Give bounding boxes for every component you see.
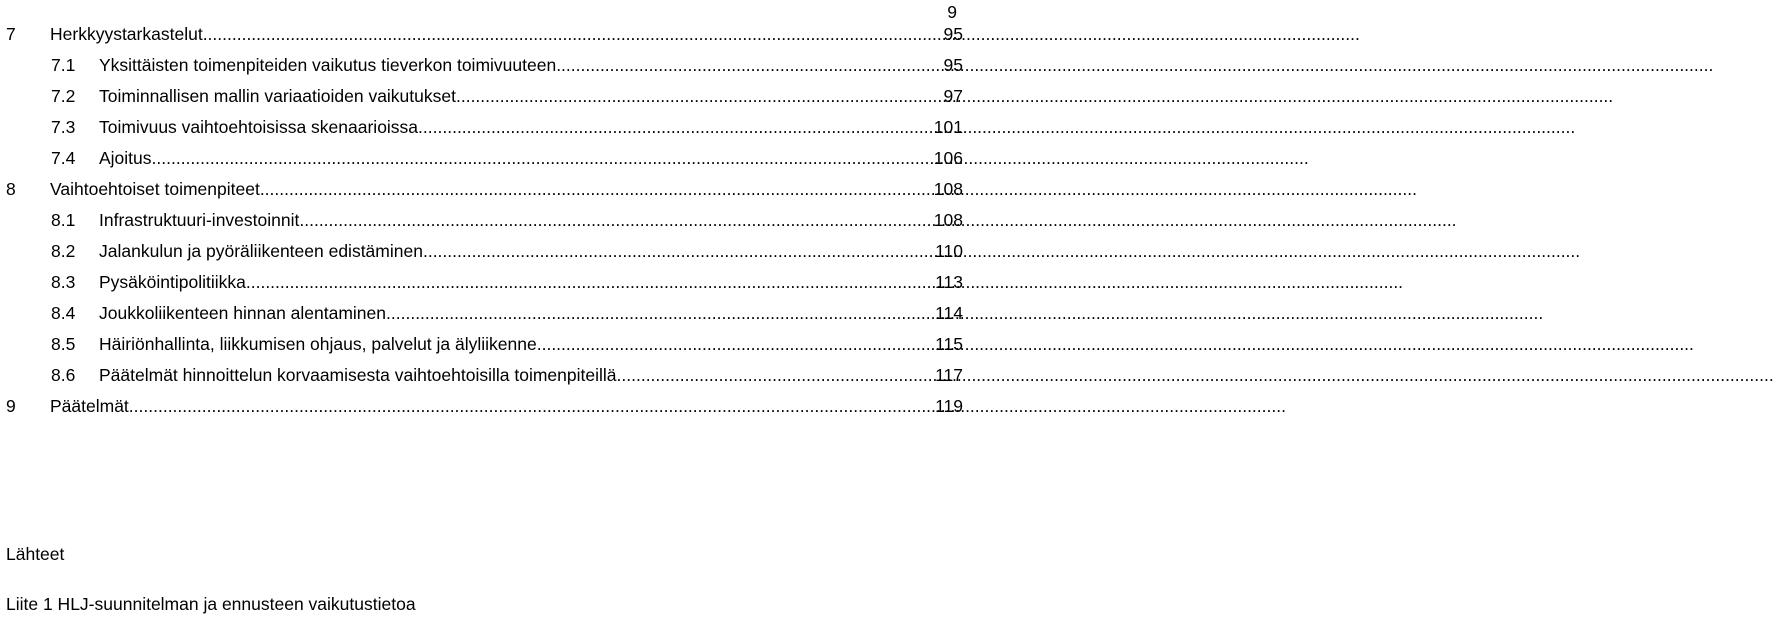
toc-entry-page: 108	[933, 179, 963, 199]
toc-leader-dots	[386, 301, 935, 325]
toc-leader-dots	[152, 146, 934, 170]
toc-leader-dots	[617, 363, 936, 387]
toc-leader-dots	[418, 115, 934, 139]
toc-leader-dots	[129, 394, 935, 418]
toc-entry[interactable]	[6, 115, 963, 146]
toc-entry-number: 7.2	[51, 86, 76, 106]
toc-entry-number: 7.3	[51, 117, 76, 137]
toc-leader-dots	[456, 84, 944, 108]
toc-entry-page: 108	[933, 210, 963, 230]
toc-entry[interactable]	[6, 394, 963, 425]
toc-entry-title: Joukkoliikenteen hinnan alentaminen	[99, 303, 387, 323]
toc-leader-dots	[260, 177, 934, 201]
toc-leader-dots	[423, 239, 935, 263]
toc-entry[interactable]	[6, 363, 963, 394]
toc-entry[interactable]	[6, 53, 963, 84]
table-of-contents	[6, 22, 963, 425]
toc-entry[interactable]	[6, 239, 963, 270]
toc-entry-page: 95	[943, 55, 963, 75]
toc-entry-page: 110	[935, 241, 963, 261]
toc-entry[interactable]	[6, 332, 963, 363]
toc-entry-page: 97	[943, 86, 963, 106]
toc-entry-number: 9	[6, 396, 16, 416]
toc-leader-dots	[203, 22, 944, 46]
toc-entry-title: Toimivuus vaihtoehtoisissa skenaarioissa	[99, 117, 419, 137]
toc-entry-title: Päätelmät hinnoittelun korvaamisesta vaihtoehtoisilla toimenpiteillä	[99, 365, 617, 385]
page-number: 9	[947, 2, 957, 22]
toc-entry-page: 101	[933, 117, 963, 137]
toc-entry-page: 114	[935, 303, 963, 323]
toc-leader-dots	[556, 53, 943, 77]
toc-entry-number: 8.4	[51, 303, 76, 323]
toc-entry-page: 117	[935, 365, 963, 385]
toc-entry-title: Toiminnallisen mallin variaatioiden vaikutukset	[99, 86, 456, 106]
toc-entry-number: 7.1	[51, 55, 76, 75]
toc-leader-dots	[299, 208, 933, 232]
toc-entry-number: 7.4	[51, 148, 76, 168]
toc-entry[interactable]	[6, 22, 963, 53]
toc-entry[interactable]	[6, 270, 963, 301]
toc-leader-dots	[537, 332, 935, 356]
toc-entry-title: Vaihtoehtoiset toimenpiteet	[50, 179, 260, 199]
toc-entry-title: Häiriönhallinta, liikkumisen ohjaus, palvelut ja älyliikenne	[99, 334, 537, 354]
toc-entry[interactable]	[6, 146, 963, 177]
lahteet-heading[interactable]: Lähteet	[6, 544, 65, 564]
toc-entry-number: 8	[6, 179, 16, 199]
toc-entry-title: Päätelmät	[50, 396, 129, 416]
toc-entry-number: 8.1	[51, 210, 76, 230]
toc-entry-title: Ajoitus	[99, 148, 152, 168]
toc-entry-page: 113	[935, 272, 963, 292]
toc-entry[interactable]	[6, 301, 963, 332]
toc-leader-dots	[246, 270, 935, 294]
toc-entry-number: 8.5	[51, 334, 76, 354]
toc-entry-page: 106	[933, 148, 963, 168]
toc-entry-number: 7	[6, 24, 16, 44]
toc-entry-number: 8.3	[51, 272, 76, 292]
toc-entry-page: 95	[943, 24, 963, 44]
toc-entry-page: 115	[935, 334, 963, 354]
toc-entry-title: Herkkyystarkastelut	[50, 24, 203, 44]
toc-entry[interactable]	[6, 84, 963, 115]
toc-entry-page: 119	[935, 396, 963, 416]
toc-entry-title: Jalankulun ja pyöräliikenteen edistäminen	[99, 241, 423, 261]
toc-entry-title: Yksittäisten toimenpiteiden vaikutus tieverkon toimivuuteen	[99, 55, 557, 75]
toc-entry-title: Infrastruktuuri-investoinnit	[99, 210, 300, 230]
toc-entry-title: Pysäköintipolitiikka	[99, 272, 246, 292]
toc-entry-number: 8.2	[51, 241, 76, 261]
toc-entry-number: 8.6	[51, 365, 76, 385]
toc-entry[interactable]	[6, 208, 963, 239]
toc-entry[interactable]	[6, 177, 963, 208]
appendix-heading[interactable]: Liite 1 HLJ-suunnitelman ja ennusteen vaikutustietoa	[6, 594, 416, 614]
